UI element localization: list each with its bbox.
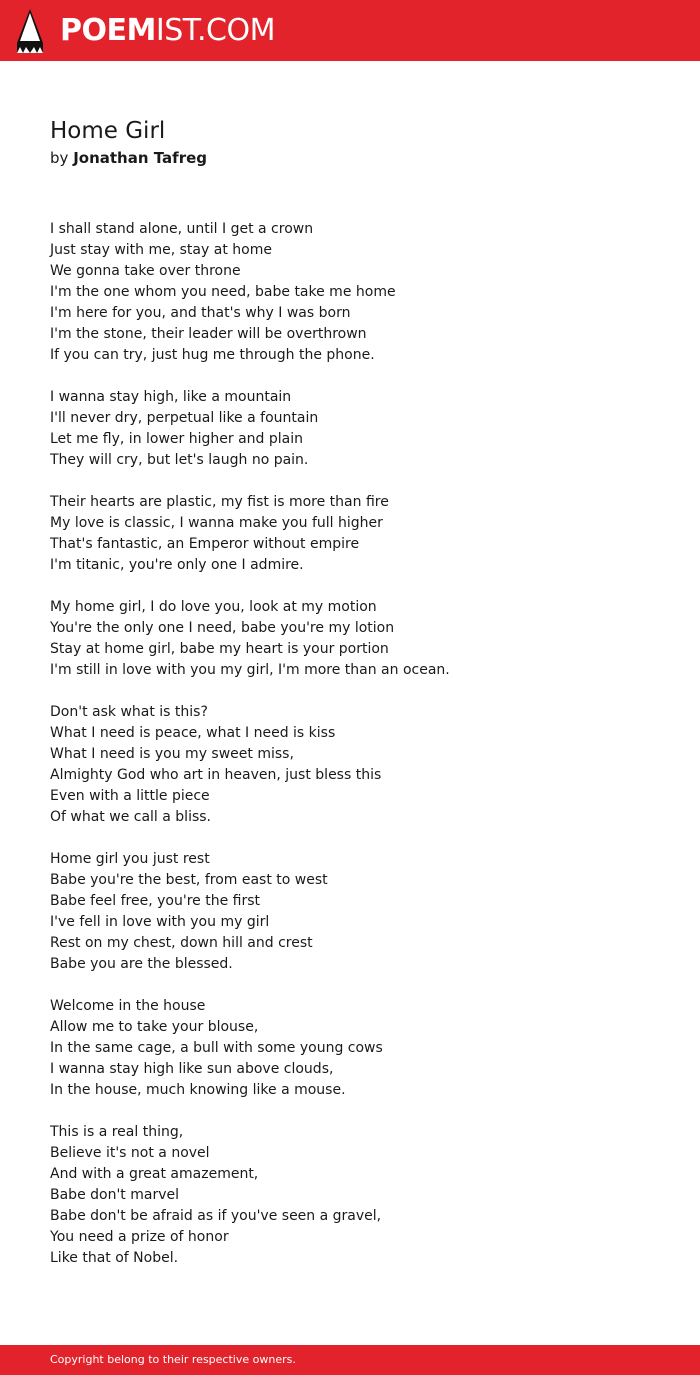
poem-body	[50, 219, 650, 1269]
poem-line: I'm the stone, their leader will be overthrown	[50, 326, 367, 342]
poem-line: What I need is peace, what I need is kiss	[50, 725, 336, 741]
poem-line: In the same cage, a bull with some young cows	[50, 1040, 383, 1056]
poem-line: Babe don't marvel	[50, 1187, 180, 1203]
poem-stanza	[50, 996, 650, 1101]
poem-line: Almighty God who art in heaven, just bless this	[50, 767, 382, 783]
poem-line: Believe it's not a novel	[50, 1145, 210, 1161]
byline	[50, 146, 650, 170]
poem-line: That's fantastic, an Emperor without empire	[50, 536, 360, 552]
poem-stanza	[50, 597, 650, 681]
poem-line: Allow me to take your blouse,	[50, 1019, 259, 1035]
poem-line: You're the only one I need, babe you're my lotion	[50, 620, 395, 636]
poem-line: If you can try, just hug me through the phone.	[50, 347, 375, 363]
poem-line: What I need is you my sweet miss,	[50, 746, 294, 762]
poem-line: Stay at home girl, babe my heart is your portion	[50, 641, 389, 657]
poem-line: Just stay with me, stay at home	[50, 242, 272, 258]
poem-title: Home Girl	[50, 118, 166, 144]
poem-line: Of what we call a bliss.	[50, 809, 211, 825]
poem-stanza	[50, 492, 650, 576]
poem-line: In the house, much knowing like a mouse.	[50, 1082, 346, 1098]
poem-line: I shall stand alone, until I get a crown	[50, 221, 314, 237]
poem-line: Babe you're the best, from east to west	[50, 872, 328, 888]
poem-line: I'm still in love with you my girl, I'm more than an ocean.	[50, 662, 450, 678]
site-footer	[0, 1345, 700, 1375]
poem-line: I wanna stay high like sun above clouds,	[50, 1061, 334, 1077]
poem-line: Like that of Nobel.	[50, 1250, 179, 1266]
poem-line: Their hearts are plastic, my fist is more than fire	[50, 494, 389, 510]
author-name: Jonathan Tafreg	[73, 149, 208, 167]
poem-stanza	[50, 387, 650, 471]
poem-line: I'm here for you, and that's why I was born	[50, 305, 351, 321]
poem-content	[50, 116, 650, 1290]
poem-stanza	[50, 702, 650, 828]
poem-line: I've fell in love with you my girl	[50, 914, 270, 930]
poem-line: Babe you are the blessed.	[50, 956, 233, 972]
poem-line: Rest on my chest, down hill and crest	[50, 935, 313, 951]
poem-line: Welcome in the house	[50, 998, 206, 1014]
poem-stanza	[50, 849, 650, 975]
poem-line: My home girl, I do love you, look at my motion	[50, 599, 377, 615]
site-logo-link[interactable]	[16, 9, 275, 53]
copyright-text: Copyright belong to their respective owners.	[50, 1353, 296, 1366]
poem-line: We gonna take over throne	[50, 263, 241, 279]
site-brand	[60, 13, 275, 48]
brand-bold: POEM	[60, 13, 156, 48]
poem-line: Even with a little piece	[50, 788, 210, 804]
poem-line: Babe feel free, you're the first	[50, 893, 260, 909]
poem-line: I wanna stay high, like a mountain	[50, 389, 292, 405]
poem-line: Babe don't be afraid as if you've seen a gravel,	[50, 1208, 382, 1224]
poem-line: And with a great amazement,	[50, 1166, 259, 1182]
poem-line: I'll never dry, perpetual like a fountain	[50, 410, 319, 426]
byline-prefix: by	[50, 149, 69, 167]
poem-stanza	[50, 219, 650, 366]
poem-line: Let me fly, in lower higher and plain	[50, 431, 303, 447]
poem-line: Don't ask what is this?	[50, 704, 208, 720]
poem-line: This is a real thing,	[50, 1124, 184, 1140]
poem-line: My love is classic, I wanna make you full higher	[50, 515, 383, 531]
site-header	[0, 0, 700, 61]
poem-line: They will cry, but let's laugh no pain.	[50, 452, 309, 468]
poem-line: You need a prize of honor	[50, 1229, 229, 1245]
poem-line: Home girl you just rest	[50, 851, 210, 867]
pencil-logo-icon	[16, 9, 44, 53]
poem-line: I'm titanic, you're only one I admire.	[50, 557, 304, 573]
poem-line: I'm the one whom you need, babe take me home	[50, 284, 396, 300]
brand-light: IST.COM	[155, 13, 275, 48]
poem-stanza	[50, 1122, 650, 1269]
